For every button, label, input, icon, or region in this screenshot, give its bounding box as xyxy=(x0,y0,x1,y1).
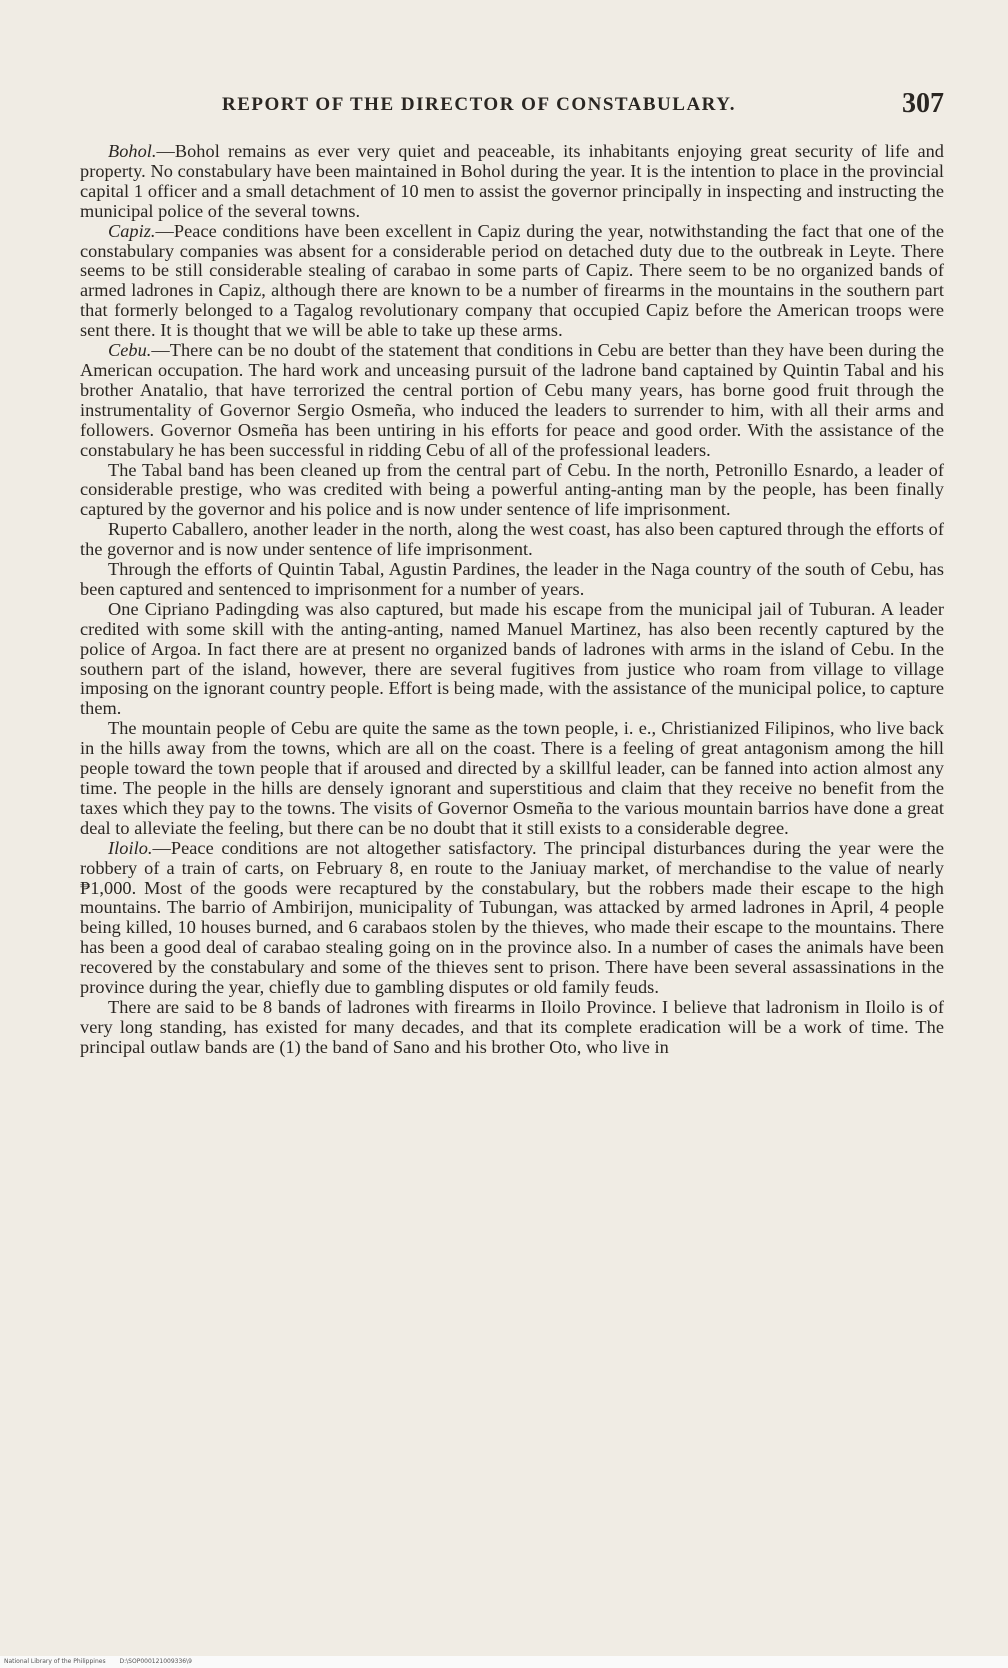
paragraph-text: —Peace conditions are not altogether satisfactory. The principal disturbances during the year were the robbery of a train of carts, on February 8, en route to the Janiuay market, of merchandise to the value of nearly ₱1,000. Most of the goods were recaptured by the constabulary, but the robbers made their escape to the high mountains. The barrio of Ambirijon, municipality of Tubungan, was attacked by armed ladrones in April, 4 people being killed, 10 houses burned, and 6 carabaos stolen by the thieves, who made their escape to the mountains. There has been a good deal of carabao stealing going on in the province also. In a number of cases the animals have been recovered by the constabulary and some of the thieves sent to prison. There have been several assassinations in the province during the year, chiefly due to gambling disputes or old family feuds. xyxy=(80,837,944,998)
paragraph-padingding xyxy=(80,600,944,719)
paragraph-text: —Bohol remains as ever very quiet and peaceable, its inhabitants enjoying great security of life and property. No constabulary have been maintained in Bohol during the year. It is the intention to place in the provincial capital 1 officer and a small detachment of 10 men to assist the governor principally in inspecting and instructing the municipal police of the several towns. xyxy=(80,141,944,221)
paragraph-bohol xyxy=(80,142,944,222)
paragraph-pardines xyxy=(80,560,944,600)
paragraph-text: —Peace conditions have been excellent in Capiz during the year, notwithstanding the fact that one of the constabulary companies was absent for a considerable period on detached duty due to the outbreak in Leyte. There seems to be still considerable stealing of carabao in some parts of Capiz. There seem to be no organized bands of armed ladrones in Capiz, although there are known to be a number of firearms in the mountains in the southern part that formerly belonged to a Tagalog revolutionary company that occupied Capiz before the American troops were sent there. It is thought that we will be able to take up these arms. xyxy=(80,220,944,341)
province-heading: Cebu. xyxy=(108,340,152,361)
paragraph-mountain-people xyxy=(80,719,944,838)
paragraph-text: There are said to be 8 bands of ladrones with firearms in Iloilo Province. I believe that ladronism in Iloilo is of very long standing, has existed for many decades, and that its complete eradication will be a work of time. The principal outlaw bands are (1) the band of Sano and his brother Oto, who live in xyxy=(80,996,944,1057)
province-heading: Iloilo. xyxy=(108,837,153,858)
paragraph-iloilo xyxy=(80,839,944,998)
running-title: REPORT OF THE DIRECTOR OF CONSTABULARY. xyxy=(222,94,736,115)
paragraph-text: Through the efforts of Quintin Tabal, Agustin Pardines, the leader in the Naga country of the south of Cebu, has been captured and sentenced to imprisonment for a number of years. xyxy=(80,559,944,599)
paragraph-iloilo-bands xyxy=(80,998,944,1058)
page-header xyxy=(80,88,944,132)
paragraph-cebu xyxy=(80,341,944,460)
scan-footer xyxy=(0,1656,1008,1668)
paragraph-text: The Tabal band has been cleaned up from the central part of Cebu. In the north, Petronillo Esnardo, a leader of considerable prestige, who was credited with being a powerful anting-anting man by the people, has been finally captured by the governor and his police and is now under sentence of life imprisonment. xyxy=(80,459,944,520)
paragraph-text: —There can be no doubt of the statement that conditions in Cebu are better than they have been during the American occupation. The hard work and unceasing pursuit of the ladrone band captained by Quintin Tabal and his brother Anatalio, that have terrorized the central portion of Cebu many years, has borne good fruit through the instrumentality of Governor Sergio Osmeña, who induced the leaders to surrender to him, with all their arms and followers. Governor Osmeña has been untiring in his efforts for peace and good order. With the assistance of the constabulary he has been successful in ridding Cebu of all of the professional leaders. xyxy=(80,340,944,460)
footer-code: D:\SOP000121009336\9 xyxy=(119,1658,192,1665)
footer-library: National Library of the Philippines xyxy=(4,1658,106,1665)
paragraph-tabal-band xyxy=(80,461,944,521)
page-number: 307 xyxy=(902,88,944,119)
province-heading: Bohol. xyxy=(108,141,157,161)
paragraph-text: The mountain people of Cebu are quite the same as the town people, i. e., Christianized Filipinos, who live back in the hills away from the towns, which are all on the coast. There is a feeling of great antagonism among the hill people toward the town people that if aroused and directed by a skillful leader, can be fanned into action almost any time. The people in the hills are densely ignorant and superstitious and claim that they receive no benefit from the taxes which they pay to the towns. The visits of Governor Osmeña to the various mountain barrios have done a great deal to alleviate the feeling, but there can be no doubt that it still exists to a considerable degree. xyxy=(80,718,944,838)
province-heading: Capiz. xyxy=(108,220,156,241)
body-text xyxy=(80,142,944,1058)
paragraph-caballero xyxy=(80,520,944,560)
paragraph-text: Ruperto Caballero, another leader in the north, along the west coast, has also been captured through the efforts of the governor and is now under sentence of life imprisonment. xyxy=(80,519,944,560)
paragraph-capiz xyxy=(80,222,944,341)
paragraph-text: One Cipriano Padingding was also captured, but made his escape from the municipal jail of Tuburan. A leader credited with some skill with the anting-anting, named Manuel Martinez, has also been recently captured by the police of Argoa. In fact there are at present no organized bands of ladrones with arms in the island of Cebu. In the southern part of the island, however, there are several fugitives from justice who roam from village to village imposing on the ignorant country people. Effort is being made, with the assistance of the municipal police, to capture them. xyxy=(80,598,944,719)
